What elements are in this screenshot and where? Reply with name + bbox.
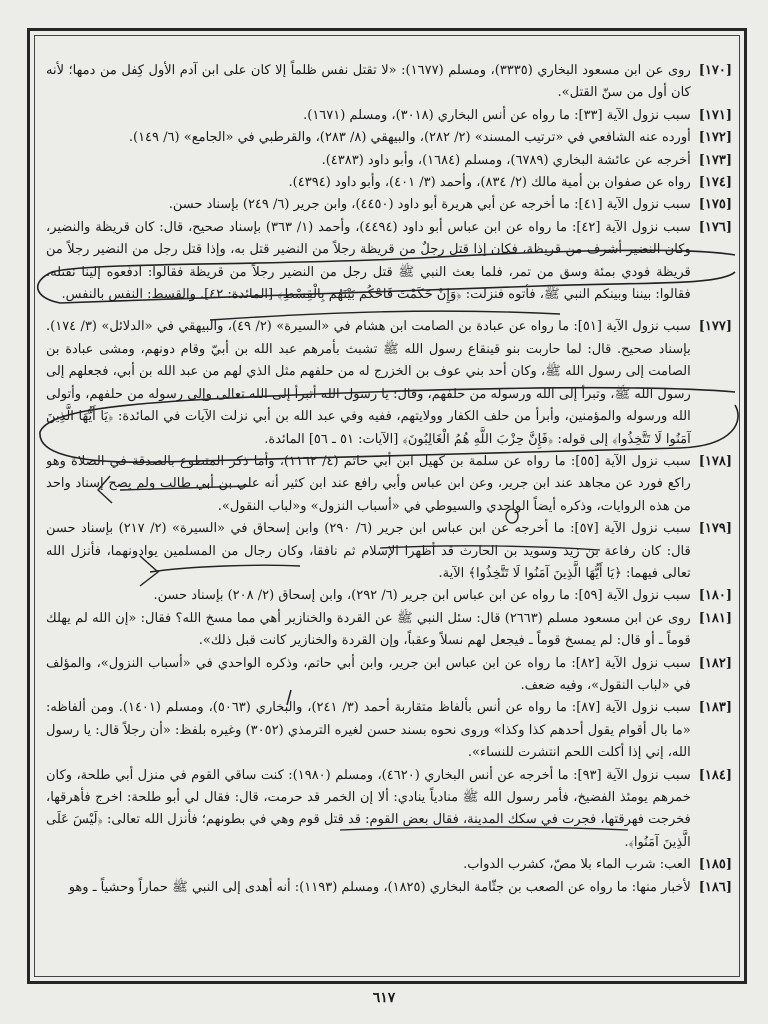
- note-number: [١٨٥]: [698, 857, 732, 873]
- note-number: [١٧٦]: [698, 219, 732, 235]
- note-number: [١٨٣]: [698, 700, 732, 716]
- footnote-177: [46, 316, 732, 450]
- note-number: [١٧٢]: [698, 130, 732, 146]
- note-text: العب: شرب الماء بلا مصّ، كشرب الدواب.: [463, 857, 691, 873]
- footnote-170: [46, 60, 732, 105]
- note-text: روى عن ابن مسعود البخاري (٣٣٣٥)، ومسلم (١٦٧٧): «لا تقتل نفس ظلماً إلا كان على ابن آدم الأول كِفل من دمها؛ لأنه كان أول من سنّ القتل».: [46, 63, 691, 101]
- footnote-175: [46, 194, 732, 216]
- note-text: لأخبار منها: ما رواه عن الصعب بن جثّامة البخاري (١٨٢٥)، ومسلم (١١٩٣): أنه أهدى إلى النبي ﷺ حماراً وحشياً ـ وهو: [68, 879, 691, 895]
- footnote-183: [46, 697, 732, 764]
- footnote-182: [46, 653, 732, 698]
- footnotes: [46, 60, 732, 965]
- note-text: أورده عنه الشافعي في «ترتيب المسند» (٢/ ٢٨٢)، والبيهقي (٨/ ٢٨٣)، والقرطبي في «الجامع» (٦/ ١٤٩).: [128, 130, 691, 146]
- note-text: رواه عن صفوان بن أمية مالك (٢/ ٨٣٤)، وأحمد (٣/ ٤٠١)، وأبو داود (٤٣٩٤).: [288, 175, 691, 191]
- note-number: [١٨٤]: [698, 767, 732, 783]
- footnote-184: [46, 765, 732, 855]
- note-number: [١٨٠]: [698, 588, 732, 604]
- note-text: سبب نزول الآية [٥١]: ما رواه عن عبادة بن الصامت ابن هشام في «السيرة» (٢/ ٤٩)، والبيهقي في «الدلائل» (٣/ ١٧٤). بإسناد صحيح. قال: لما حاربت بنو قينقاع رسول الله ﷺ تشبث بأمرهم عبد الله بن أبيّ وقام دونهم، ومشى عبادة بن الصامت إلى رسول الله ﷺ، وكان أحد بني عوف بن الخزرج له من حلفهم مثل الذي لهم من عبد الله بن أبي، فجعلهم إلى رسول الله ﷺ، وتبرأ إلى الله ورسوله من حلفهم، وقال: يا رسول الله أتبرأ إلى الله تعالى وإلى رسوله من حلفهم، وأتولى الله ورسوله والمؤمنين، وأبرأ من حلف الكفار وولايتهم، ففيه وفي عبد الله بن أبي نزلت الآيات في المائدة: ﴿يَا أَيُّهَا الَّذِينَ آمَنُوا لَا تَتَّخِذُوا﴾ إلى قوله: ﴿فَإِنَّ حِزْبَ اللَّهِ هُمُ الْغَالِبُونَ﴾ [الآيات: ٥١ ـ ٥٦] المائدة.: [46, 319, 691, 447]
- footnote-172: [46, 127, 732, 149]
- footnote-186: [46, 877, 732, 899]
- note-text: سبب نزول الآية [٤١]: ما أخرجه عن أبي هريرة أبو داود (٤٤٥٠)، وابن جرير (٦/ ٢٤٩) بإسناد حسن.: [168, 197, 691, 213]
- note-text: أخرجه عن عائشة البخاري (٦٧٨٩)، ومسلم (١٦٨٤)، وأبو داود (٤٣٨٣).: [321, 152, 691, 168]
- page-number: ٦١٧: [372, 990, 396, 1006]
- note-number: [١٧٨]: [698, 453, 732, 469]
- note-text: سبب نزول الآية [٨٢]: ما رواه عن ابن عباس ابن جرير، وابن أبي حاتم، وذكره الواحدي في «أسباب النزول»، والمؤلف في «لباب النقول»، وفيه ضعف.: [46, 655, 691, 693]
- spacer: [46, 306, 732, 316]
- note-text: سبب نزول الآية [٩٣]: ما أخرجه عن أنس البخاري (٤٦٢٠)، ومسلم (١٩٨٠): كنت ساقي القوم في منزل أبي طلحة، وكان خمرهم يومئذ الفضيخ، فأمر رسول الله ﷺ منادياً ينادي: ألا إن الخمر قد حرمت، قال: فقال لي أبو طلحة: اخرج فأهرقها، فخرجت فهرقتها، فجرت في سكك المدينة، فقال بعض القوم: قد قتل قوم وهي في بطونهم؛ فأنزل الله تعالى: ﴿لَيْسَ عَلَى الَّذِينَ آمَنُوا﴾.: [46, 767, 691, 850]
- footnote-176: [46, 217, 732, 307]
- note-number: [١٧٠]: [698, 63, 732, 78]
- footnote-179: [46, 518, 732, 585]
- note-number: [١٧٤]: [698, 175, 732, 191]
- note-number: [١٧٩]: [698, 521, 732, 537]
- footnote-171: [46, 105, 732, 127]
- note-text: سبب نزول الآية [٥٥]: ما رواه عن سلمة بن كهيل ابن أبي حاتم (٤/ ١١٦٢)، وأما ذكر المتطوع بالصدقة في الصلاة وهو راكع فورد عن مجاهد عند ابن جرير، وعن ابن عباس وأبي رافع عند ابن كثير أنه علي بن أبي طالب ولم يصح إسناد واحد من هذه الروايات، وذكره أيضاً الواحدي والسيوطي في «أسباب النزول» و«لباب النقول».: [46, 453, 691, 514]
- footnote-181: [46, 608, 732, 653]
- note-text: سبب نزول الآية [٤٢]: ما رواه عن ابن عباس أبو داود (٤٤٩٤)، وأحمد (١/ ٣٦٣) بإسناد صحيح، قال: كان قريظة والنضير، وكان النضير أشرف من قريظة، فكان إذا قتل رجلٌ من قريظة رجلاً من النضير قتل به، وإذا قتل رجل من النضير رجلاً من قريظة فودي بمئة وسق من تمر، فلما بعث النبي ﷺ قتل رجل من النضير رجلاً من قريظة فقالوا: ادفعوه إلينا نقتله، فقالوا: بيننا وبينكم النبي ﷺ، فأتوه فنزلت: ﴿وَإِنْ حَكَمْتَ فَاحْكُم بَيْنَهُم بِالْقِسْطِ﴾ [المائدة: ٤٢]. والقسط: النفس بالنفس.: [46, 219, 691, 303]
- note-text: سبب نزول الآية [٨٧]: ما رواه عن أنس بألفاظ متقاربة أحمد (٣/ ٢٤١)، والبخاري (٥٠٦٣)، ومسلم (١٤٠١). ومن ألفاظه: «ما بال أقوام يقول أحدهم كذا وكذا» وروى نحوه بسند حسن لغيره الترمذي (٣٠٥٢) وغيره بلفظ: «أن رجلاً قال: يا رسول الله، إني إذا أكلت اللحم انتشرت للنساء».: [46, 700, 691, 761]
- note-number: [١٧٧]: [698, 319, 732, 335]
- note-number: [١٧٥]: [698, 197, 732, 213]
- note-number: [١٨٢]: [698, 655, 732, 671]
- note-number: [١٨١]: [698, 610, 732, 626]
- footnote-173: [46, 150, 732, 172]
- note-number: [١٨٦]: [698, 879, 732, 895]
- footnote-185: [46, 854, 732, 876]
- note-number: [١٧١]: [698, 107, 732, 123]
- footnote-180: [46, 585, 732, 607]
- note-number: [١٧٣]: [698, 152, 732, 168]
- footnote-174: [46, 172, 732, 194]
- footnote-178: [46, 451, 732, 518]
- note-text: سبب نزول الآية [٥٩]: ما رواه عن ابن عباس ابن جرير (٦/ ٢٩٢)، وابن إسحاق (٢/ ٢٠٨) بإسناد حسن.: [153, 588, 691, 604]
- note-text: سبب نزول الآية [٥٧]: ما أخرجه عن ابن عباس ابن جرير (٦/ ٢٩٠) وابن إسحاق في «السيرة» (٢/ ٢١٧) بإسناد حسن قال: كان رفاعة بن زيد وسويد بن الحارث قد أظهرا الإسلام ثم نافقا، وكان رجال من المسلمين يوادونهما، فأنزل الله تعالى فيهما: ﴿يَا أَيُّهَا الَّذِينَ آمَنُوا لَا تَتَّخِذُوا﴾ الآية.: [46, 521, 691, 581]
- note-text: سبب نزول الآية [٣٣]: ما رواه عن أنس البخاري (٣٠١٨)، ومسلم (١٦٧١).: [303, 107, 691, 123]
- note-text: روى عن ابن مسعود مسلم (٢٦٦٣) قال: سئل النبي ﷺ عن القردة والخنازير أهي مما مسخ الله؟ فقال: «إن الله لم يهلك قوماً ـ أو قال: لم يمسخ قوماً ـ فيجعل لهم نسلاً وعقباً، وإن القردة والخنازير كانت قبل ذلك».: [46, 610, 691, 649]
